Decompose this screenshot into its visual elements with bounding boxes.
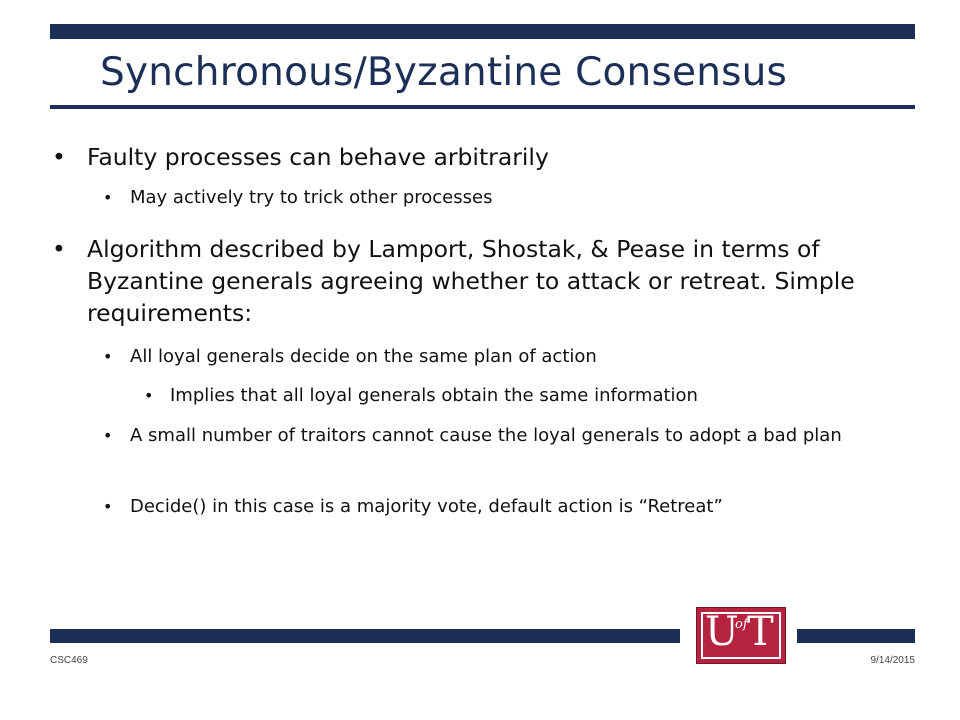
title-underline [50,105,915,109]
bullet-item [103,184,493,211]
bullet-dot-icon: • [103,347,113,366]
bullet-text: Algorithm described by Lamport, Shostak, & Pease in terms of Byzantine generals agreeing whether to attack or retreat. Simple requirements: [87,235,855,327]
bullet-dot-icon: • [144,386,154,405]
bullet-item [52,233,892,329]
bullet-dot-icon: • [52,235,66,263]
bullet-text: May actively try to trick other processes [130,187,493,208]
bullet-text: A small number of traitors cannot cause the loyal generals to adopt a bad plan [130,425,842,446]
bullet-item [52,141,549,173]
bullet-item [103,422,900,449]
footer-rule-left [50,629,680,643]
footer-rule-right [797,629,915,643]
logo-letter-t: T [747,609,774,655]
slide-title: Synchronous/Byzantine Consensus [100,50,788,95]
footer-course-code: CSC469 [50,655,88,666]
bullet-dot-icon: • [103,497,113,516]
logo-of: of [735,617,748,632]
logo-letter-u: U [705,609,739,655]
bullet-item [103,493,850,520]
bullet-text: Decide() in this case is a majority vote, default action is “Retreat” [130,496,723,517]
bullet-text: All loyal generals decide on the same plan of action [130,346,597,367]
footer-date: 9/14/2015 [870,655,915,666]
bullet-text: Implies that all loyal generals obtain the same information [170,385,698,406]
bullet-dot-icon: • [103,188,113,207]
bullet-item [144,382,698,409]
bullet-dot-icon: • [52,143,66,171]
university-logo [696,607,786,664]
bullet-text: Faulty processes can behave arbitrarily [87,143,549,171]
top-rule [50,24,915,39]
bullet-item [103,343,597,370]
bullet-dot-icon: • [103,426,113,445]
